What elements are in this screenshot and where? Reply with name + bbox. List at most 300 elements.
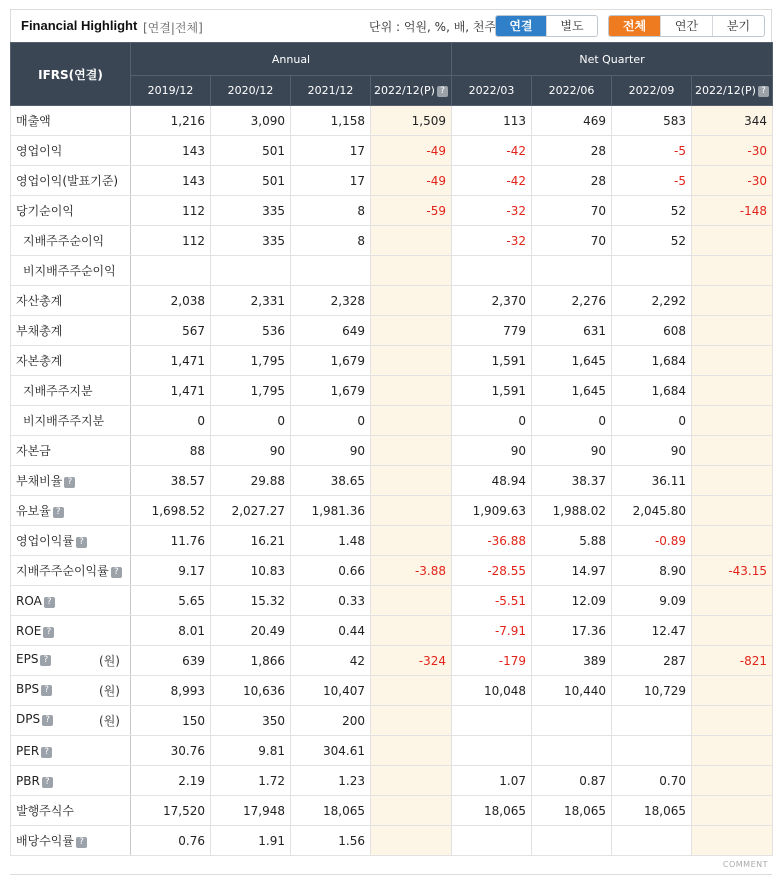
value-cell: -0.89: [612, 526, 692, 556]
value-cell: 2,331: [211, 286, 291, 316]
value-cell: 28: [532, 136, 612, 166]
value-cell: 18,065: [291, 796, 371, 826]
row-label: 지배주주지분: [23, 384, 93, 398]
value-cell: 1,645: [532, 376, 612, 406]
value-cell: 1,909.63: [452, 496, 532, 526]
value-cell: 10,407: [291, 676, 371, 706]
value-cell: [692, 736, 773, 766]
value-cell: 17,948: [211, 796, 291, 826]
basis-consolidated-button[interactable]: 연결: [496, 16, 546, 36]
row-label-cell: [11, 346, 131, 376]
period-annual-button[interactable]: 연간: [660, 16, 712, 36]
row-label-cell: [11, 526, 131, 556]
value-cell: [692, 586, 773, 616]
value-cell: 8.90: [612, 556, 692, 586]
value-cell: [532, 826, 612, 856]
value-cell: [612, 706, 692, 736]
value-cell: 9.81: [211, 736, 291, 766]
value-cell: [452, 736, 532, 766]
value-cell: 15.32: [211, 586, 291, 616]
value-cell: 1,684: [612, 346, 692, 376]
value-cell: 335: [211, 196, 291, 226]
value-cell: 583: [612, 106, 692, 136]
value-cell: -32: [452, 226, 532, 256]
table-row: [11, 466, 773, 496]
value-cell: -36.88: [452, 526, 532, 556]
value-cell: -324: [371, 646, 452, 676]
value-cell: 10,048: [452, 676, 532, 706]
value-cell: [692, 316, 773, 346]
value-cell: [371, 496, 452, 526]
value-cell: -5: [612, 136, 692, 166]
table-row: [11, 766, 773, 796]
value-cell: 5.65: [131, 586, 211, 616]
table-row: [11, 736, 773, 766]
value-cell: 1,216: [131, 106, 211, 136]
value-cell: 389: [532, 646, 612, 676]
value-cell: 11.76: [131, 526, 211, 556]
value-cell: 0: [211, 406, 291, 436]
row-label: 영업이익(발표기준): [16, 174, 119, 188]
value-cell: 469: [532, 106, 612, 136]
value-cell: [452, 826, 532, 856]
value-cell: 70: [532, 226, 612, 256]
value-cell: 17: [291, 136, 371, 166]
value-cell: [532, 706, 612, 736]
value-cell: 1,679: [291, 376, 371, 406]
value-cell: -28.55: [452, 556, 532, 586]
value-cell: 2,027.27: [211, 496, 291, 526]
table-row: [11, 796, 773, 826]
value-cell: 649: [291, 316, 371, 346]
row-label-cell: [11, 376, 131, 406]
value-cell: [692, 496, 773, 526]
value-cell: -179: [452, 646, 532, 676]
value-cell: [692, 766, 773, 796]
table-row: [11, 826, 773, 856]
value-cell: 10.83: [211, 556, 291, 586]
row-label-cell: [11, 106, 131, 136]
value-cell: 38.37: [532, 466, 612, 496]
value-cell: 9.17: [131, 556, 211, 586]
value-cell: 1,866: [211, 646, 291, 676]
value-cell: [692, 676, 773, 706]
row-label-cell: [11, 616, 131, 646]
column-header-label: 2020/12: [227, 84, 274, 97]
panel-title: Financial Highlight: [21, 18, 138, 33]
row-label: 매출액: [16, 114, 51, 128]
value-cell: 567: [131, 316, 211, 346]
table-row: [11, 346, 773, 376]
value-cell: [692, 346, 773, 376]
value-cell: 18,065: [532, 796, 612, 826]
row-label: 지배주주순이익: [23, 234, 105, 248]
value-cell: 1.07: [452, 766, 532, 796]
column-header: [371, 76, 452, 106]
row-label: 자본총계: [16, 354, 63, 368]
value-cell: 2,292: [612, 286, 692, 316]
table-row: [11, 106, 773, 136]
row-label: 비지배주주순이익: [23, 264, 116, 278]
table-row: [11, 376, 773, 406]
table-row: [11, 556, 773, 586]
panel-subtitle: [연결|전체]: [143, 21, 203, 35]
row-label-cell: [11, 796, 131, 826]
value-cell: [371, 316, 452, 346]
help-icon[interactable]: ?: [43, 627, 54, 638]
value-cell: 536: [211, 316, 291, 346]
value-cell: 20.49: [211, 616, 291, 646]
value-cell: 1.72: [211, 766, 291, 796]
value-cell: 501: [211, 136, 291, 166]
value-cell: [692, 406, 773, 436]
value-cell: 29.88: [211, 466, 291, 496]
column-header-label: 2022/12(P): [374, 84, 435, 97]
help-icon[interactable]: ?: [42, 777, 53, 788]
value-cell: [692, 376, 773, 406]
value-cell: 90: [612, 436, 692, 466]
table-row: [11, 496, 773, 526]
table-row: [11, 586, 773, 616]
value-cell: 0.76: [131, 826, 211, 856]
value-cell: 1,158: [291, 106, 371, 136]
value-cell: [692, 526, 773, 556]
value-cell: 0.44: [291, 616, 371, 646]
value-cell: [612, 736, 692, 766]
value-cell: [371, 616, 452, 646]
value-cell: 52: [612, 226, 692, 256]
value-cell: 112: [131, 196, 211, 226]
value-cell: [371, 286, 452, 316]
value-cell: 112: [131, 226, 211, 256]
value-cell: 48.94: [452, 466, 532, 496]
value-cell: [371, 376, 452, 406]
value-cell: -30: [692, 136, 773, 166]
help-icon[interactable]: ?: [437, 86, 448, 97]
row-label-cell: [11, 286, 131, 316]
value-cell: [371, 586, 452, 616]
value-cell: [371, 676, 452, 706]
value-cell: 90: [452, 436, 532, 466]
value-cell: [692, 706, 773, 736]
value-cell: 2,276: [532, 286, 612, 316]
value-cell: 2,038: [131, 286, 211, 316]
value-cell: 90: [532, 436, 612, 466]
value-cell: 1,591: [452, 346, 532, 376]
value-cell: 1,981.36: [291, 496, 371, 526]
help-icon[interactable]: ?: [40, 655, 51, 666]
value-cell: 8.01: [131, 616, 211, 646]
row-label: ROE: [16, 623, 42, 638]
value-cell: 2,328: [291, 286, 371, 316]
table-row: [11, 526, 773, 556]
value-cell: -49: [371, 136, 452, 166]
column-header: [692, 76, 773, 106]
value-cell: [692, 616, 773, 646]
value-cell: 12.09: [532, 586, 612, 616]
value-cell: 28: [532, 166, 612, 196]
value-cell: 0: [131, 406, 211, 436]
table-row: [11, 616, 773, 646]
value-cell: [371, 406, 452, 436]
period-toggle: [608, 15, 765, 37]
value-cell: 1.23: [291, 766, 371, 796]
value-cell: [371, 466, 452, 496]
column-header-label: 2022/09: [628, 84, 675, 97]
row-label: 유보율: [16, 504, 51, 518]
column-header-label: 2019/12: [147, 84, 194, 97]
value-cell: 143: [131, 136, 211, 166]
basis-toggle: [495, 15, 598, 37]
row-label-cell: [11, 436, 131, 466]
value-cell: [131, 256, 211, 286]
value-cell: -59: [371, 196, 452, 226]
value-cell: 30.76: [131, 736, 211, 766]
value-cell: 18,065: [612, 796, 692, 826]
financial-highlight-panel: [10, 9, 772, 875]
value-cell: 0: [532, 406, 612, 436]
row-label: DPS: [16, 712, 41, 726]
financial-table: [10, 42, 773, 856]
value-cell: [532, 736, 612, 766]
value-cell: 9.09: [612, 586, 692, 616]
table-row: [11, 286, 773, 316]
comment-link[interactable]: COMMENT: [722, 860, 768, 869]
value-cell: 501: [211, 166, 291, 196]
value-cell: 1,795: [211, 346, 291, 376]
row-unit: (원): [99, 654, 120, 668]
value-cell: 90: [211, 436, 291, 466]
value-cell: 8,993: [131, 676, 211, 706]
value-cell: [371, 766, 452, 796]
value-cell: 344: [692, 106, 773, 136]
value-cell: [371, 796, 452, 826]
value-cell: [532, 256, 612, 286]
table-row: [11, 166, 773, 196]
value-cell: -5: [612, 166, 692, 196]
value-cell: 1,988.02: [532, 496, 612, 526]
value-cell: -43.15: [692, 556, 773, 586]
value-cell: 0.70: [612, 766, 692, 796]
value-cell: 17.36: [532, 616, 612, 646]
column-header-label: 2022/12(P): [695, 84, 756, 97]
value-cell: 17: [291, 166, 371, 196]
value-cell: 0: [291, 406, 371, 436]
help-icon[interactable]: ?: [53, 507, 64, 518]
help-icon[interactable]: ?: [44, 597, 55, 608]
value-cell: 1,471: [131, 346, 211, 376]
value-cell: -49: [371, 166, 452, 196]
value-cell: 779: [452, 316, 532, 346]
value-cell: -821: [692, 646, 773, 676]
value-cell: 52: [612, 196, 692, 226]
row-unit: (원): [99, 714, 120, 728]
value-cell: [692, 466, 773, 496]
help-icon[interactable]: ?: [76, 537, 87, 548]
column-header: [131, 76, 211, 106]
value-cell: 350: [211, 706, 291, 736]
row-label: ROA: [16, 593, 42, 608]
column-header: [211, 76, 291, 106]
value-cell: 70: [532, 196, 612, 226]
row-label-cell: [11, 826, 131, 856]
row-label: EPS: [16, 652, 39, 666]
value-cell: 12.47: [612, 616, 692, 646]
value-cell: 38.65: [291, 466, 371, 496]
value-cell: 38.57: [131, 466, 211, 496]
corner-header: IFRS(연결): [11, 43, 131, 106]
value-cell: [371, 706, 452, 736]
table-row: [11, 226, 773, 256]
row-label-cell: [11, 256, 131, 286]
row-label-cell: [11, 676, 131, 706]
row-label: 부채총계: [16, 324, 63, 338]
value-cell: 17,520: [131, 796, 211, 826]
value-cell: 1.56: [291, 826, 371, 856]
value-cell: [692, 286, 773, 316]
quarter-group-header: Net Quarter: [452, 43, 773, 76]
value-cell: 8: [291, 226, 371, 256]
value-cell: [612, 826, 692, 856]
value-cell: [692, 226, 773, 256]
row-label-cell: [11, 736, 131, 766]
column-header: [291, 76, 371, 106]
value-cell: 16.21: [211, 526, 291, 556]
value-cell: 1.91: [211, 826, 291, 856]
value-cell: 0.33: [291, 586, 371, 616]
table-row: [11, 676, 773, 706]
value-cell: 1,795: [211, 376, 291, 406]
help-icon[interactable]: ?: [64, 477, 75, 488]
value-cell: -7.91: [452, 616, 532, 646]
value-cell: [211, 256, 291, 286]
value-cell: 5.88: [532, 526, 612, 556]
value-cell: 1,698.52: [131, 496, 211, 526]
value-cell: [371, 436, 452, 466]
period-quarter-button[interactable]: 분기: [712, 16, 764, 36]
value-cell: -30: [692, 166, 773, 196]
annual-group-header: Annual: [131, 43, 452, 76]
panel-footer: [10, 856, 772, 875]
table-row: [11, 436, 773, 466]
value-cell: 10,636: [211, 676, 291, 706]
row-label-cell: [11, 646, 131, 676]
help-icon[interactable]: ?: [111, 567, 122, 578]
help-icon[interactable]: ?: [41, 685, 52, 696]
value-cell: [371, 736, 452, 766]
value-cell: -42: [452, 166, 532, 196]
value-cell: 0: [452, 406, 532, 436]
period-all-button[interactable]: 전체: [609, 16, 660, 36]
row-label: 배당수익률: [16, 834, 74, 848]
value-cell: 608: [612, 316, 692, 346]
value-cell: 1,645: [532, 346, 612, 376]
row-label: 지배주주순이익률: [16, 564, 109, 578]
column-header-label: 2021/12: [307, 84, 354, 97]
help-icon[interactable]: ?: [76, 837, 87, 848]
row-label-cell: [11, 466, 131, 496]
column-header-label: 2022/06: [548, 84, 595, 97]
value-cell: -3.88: [371, 556, 452, 586]
unit-text: 단위 : 억원, %, 배, 천주: [369, 20, 497, 34]
row-label: 영업이익: [16, 144, 63, 158]
row-label: 영업이익률: [16, 534, 74, 548]
value-cell: [452, 706, 532, 736]
column-header: [532, 76, 612, 106]
value-cell: [371, 526, 452, 556]
help-icon[interactable]: ?: [758, 86, 769, 97]
row-label: PER: [16, 743, 40, 758]
value-cell: 0.87: [532, 766, 612, 796]
row-label-cell: [11, 136, 131, 166]
row-label: 부채비율: [16, 474, 63, 488]
row-label: 자본금: [16, 444, 51, 458]
value-cell: 14.97: [532, 556, 612, 586]
row-label-cell: [11, 706, 131, 736]
row-label-cell: [11, 556, 131, 586]
value-cell: 18,065: [452, 796, 532, 826]
row-label-cell: [11, 226, 131, 256]
table-row: [11, 136, 773, 166]
value-cell: -32: [452, 196, 532, 226]
value-cell: 90: [291, 436, 371, 466]
table-body: [11, 106, 773, 856]
panel-header: [10, 9, 772, 42]
row-label-cell: [11, 166, 131, 196]
value-cell: 1,679: [291, 346, 371, 376]
value-cell: 1,591: [452, 376, 532, 406]
row-label-cell: [11, 316, 131, 346]
value-cell: 10,729: [612, 676, 692, 706]
value-cell: [371, 826, 452, 856]
value-cell: 1,509: [371, 106, 452, 136]
value-cell: 10,440: [532, 676, 612, 706]
value-cell: 200: [291, 706, 371, 736]
value-cell: [612, 256, 692, 286]
value-cell: -42: [452, 136, 532, 166]
value-cell: 304.61: [291, 736, 371, 766]
value-cell: 0.66: [291, 556, 371, 586]
value-cell: 36.11: [612, 466, 692, 496]
row-unit: (원): [99, 684, 120, 698]
help-icon[interactable]: ?: [42, 715, 53, 726]
value-cell: 3,090: [211, 106, 291, 136]
value-cell: 631: [532, 316, 612, 346]
value-cell: [291, 256, 371, 286]
value-cell: [371, 346, 452, 376]
value-cell: [452, 256, 532, 286]
help-icon[interactable]: ?: [41, 747, 52, 758]
row-label-cell: [11, 496, 131, 526]
value-cell: 2,370: [452, 286, 532, 316]
value-cell: 150: [131, 706, 211, 736]
table-row: [11, 406, 773, 436]
value-cell: 287: [612, 646, 692, 676]
value-cell: [371, 226, 452, 256]
column-header: [612, 76, 692, 106]
column-header-label: 2022/03: [468, 84, 515, 97]
row-label-cell: [11, 766, 131, 796]
value-cell: [371, 256, 452, 286]
value-cell: 335: [211, 226, 291, 256]
value-cell: [692, 256, 773, 286]
basis-separate-button[interactable]: 별도: [546, 16, 597, 36]
value-cell: 1,471: [131, 376, 211, 406]
row-label-cell: [11, 406, 131, 436]
table-row: [11, 196, 773, 226]
row-label: BPS: [16, 682, 40, 696]
value-cell: 2,045.80: [612, 496, 692, 526]
